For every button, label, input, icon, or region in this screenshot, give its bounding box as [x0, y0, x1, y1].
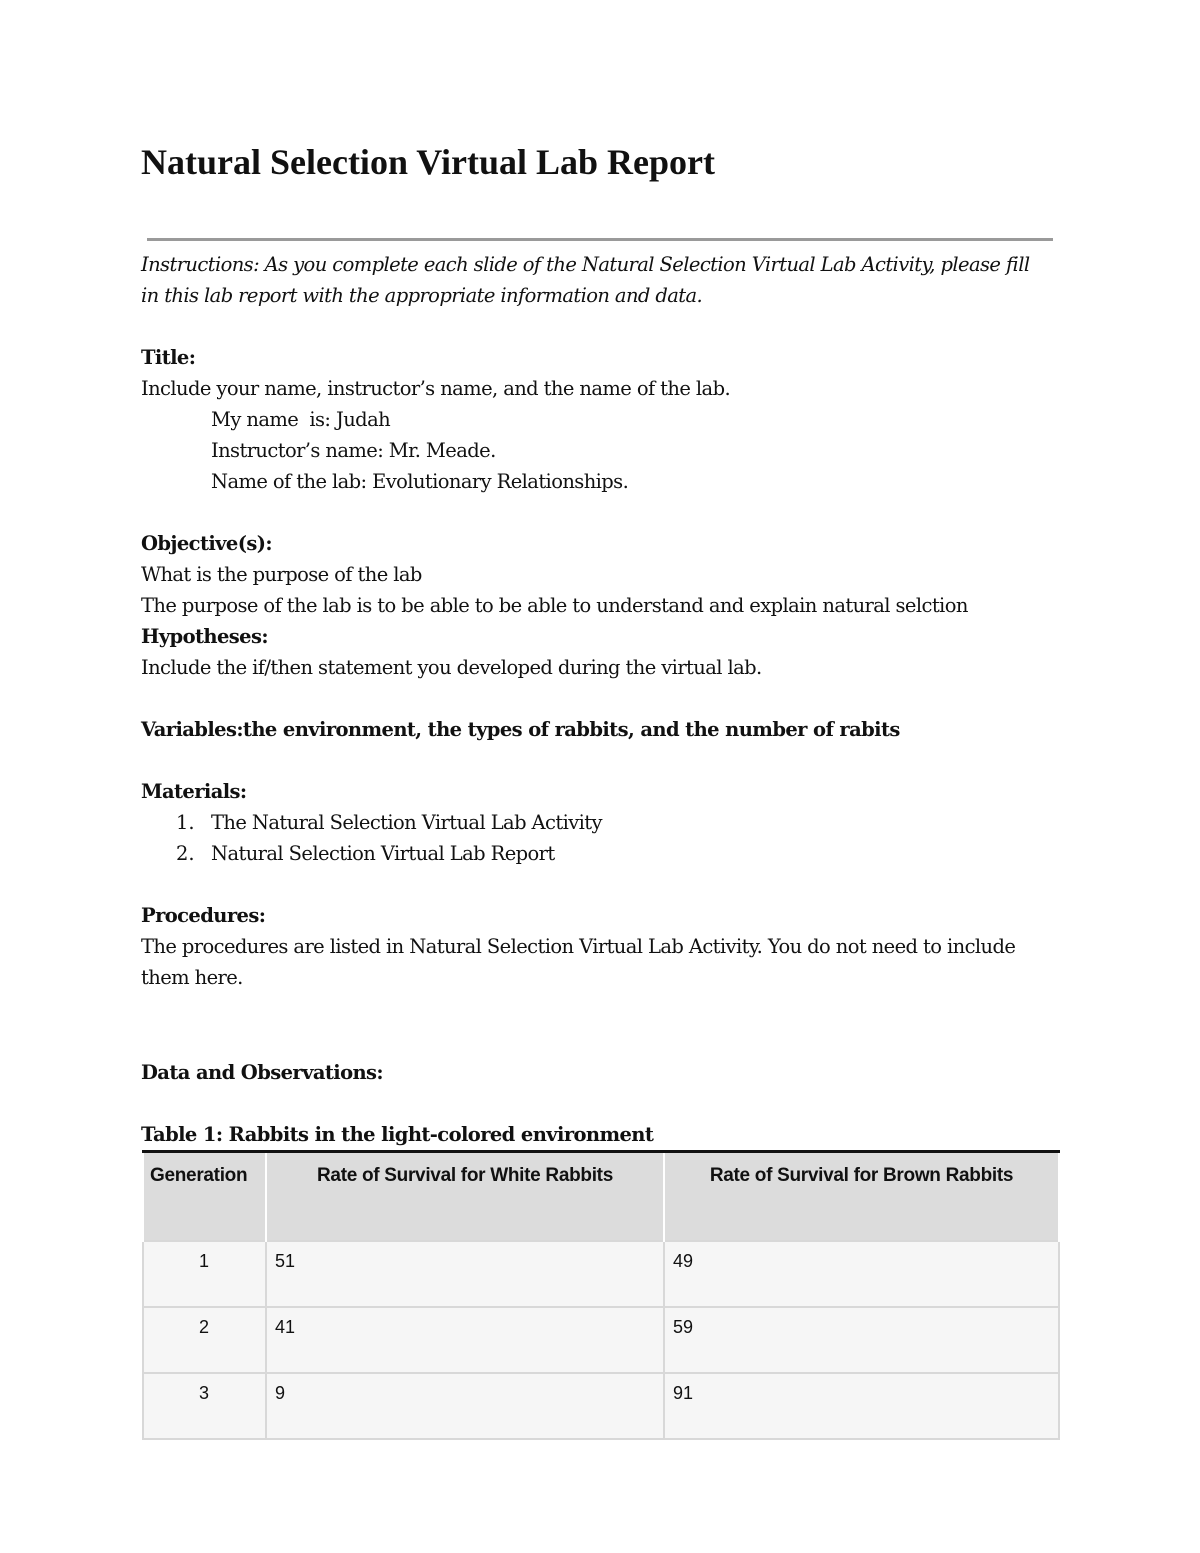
document-title: Natural Selection Virtual Lab Report	[141, 142, 715, 182]
data-heading: Data and Observations:	[141, 1061, 384, 1084]
objectives-prompt: What is the purpose of the lab	[141, 563, 422, 586]
variables-line: Variables:the environment, the types of rabbits, and the number of rabits	[141, 718, 900, 741]
white-survival-cell: 51	[266, 1241, 664, 1307]
instructions-line-1: Instructions: As you complete each slide of the Natural Selection Virtual Lab Activity, please fill	[141, 253, 1030, 276]
materials-heading: Materials:	[141, 780, 247, 803]
lab-name: Name of the lab: Evolutionary Relationships.	[211, 470, 629, 493]
title-prompt: Include your name, instructor’s name, and the name of the lab.	[141, 377, 731, 400]
table-header-row	[143, 1152, 1059, 1242]
table-row	[143, 1241, 1059, 1307]
materials-item: Natural Selection Virtual Lab Report	[211, 842, 555, 865]
header-brown-rabbits: Rate of Survival for Brown Rabbits	[664, 1152, 1059, 1242]
header-white-rabbits: Rate of Survival for White Rabbits	[266, 1152, 664, 1242]
table-row	[143, 1373, 1059, 1439]
generation-cell: 1	[143, 1241, 266, 1307]
objectives-heading: Objective(s):	[141, 532, 272, 555]
header-generation: Generation	[143, 1152, 266, 1242]
objectives-answer: The purpose of the lab is to be able to be able to understand and explain natural selction	[141, 594, 968, 617]
table-row	[143, 1307, 1059, 1373]
table-caption: Table 1: Rabbits in the light-colored environment	[141, 1123, 654, 1146]
instructor-name: Instructor’s name: Mr. Meade.	[211, 439, 496, 462]
generation-cell: 2	[143, 1307, 266, 1373]
hypotheses-prompt: Include the if/then statement you developed during the virtual lab.	[141, 656, 762, 679]
instructions-line-2: in this lab report with the appropriate information and data.	[141, 284, 703, 307]
survival-table	[142, 1150, 1060, 1440]
brown-survival-cell: 91	[664, 1373, 1059, 1439]
materials-item: The Natural Selection Virtual Lab Activity	[211, 811, 602, 834]
white-survival-cell: 41	[266, 1307, 664, 1373]
student-name: My name is: Judah	[211, 408, 391, 431]
materials-item-number: 1.	[176, 811, 195, 834]
generation-cell: 3	[143, 1373, 266, 1439]
procedures-line-2: them here.	[141, 966, 243, 989]
hypotheses-heading: Hypotheses:	[141, 625, 268, 648]
materials-item-number: 2.	[176, 842, 195, 865]
procedures-line-1: The procedures are listed in Natural Selection Virtual Lab Activity. You do not need to include	[141, 935, 1016, 958]
title-divider	[147, 238, 1053, 241]
white-survival-cell: 9	[266, 1373, 664, 1439]
title-heading: Title:	[141, 346, 196, 369]
procedures-heading: Procedures:	[141, 904, 266, 927]
brown-survival-cell: 59	[664, 1307, 1059, 1373]
brown-survival-cell: 49	[664, 1241, 1059, 1307]
